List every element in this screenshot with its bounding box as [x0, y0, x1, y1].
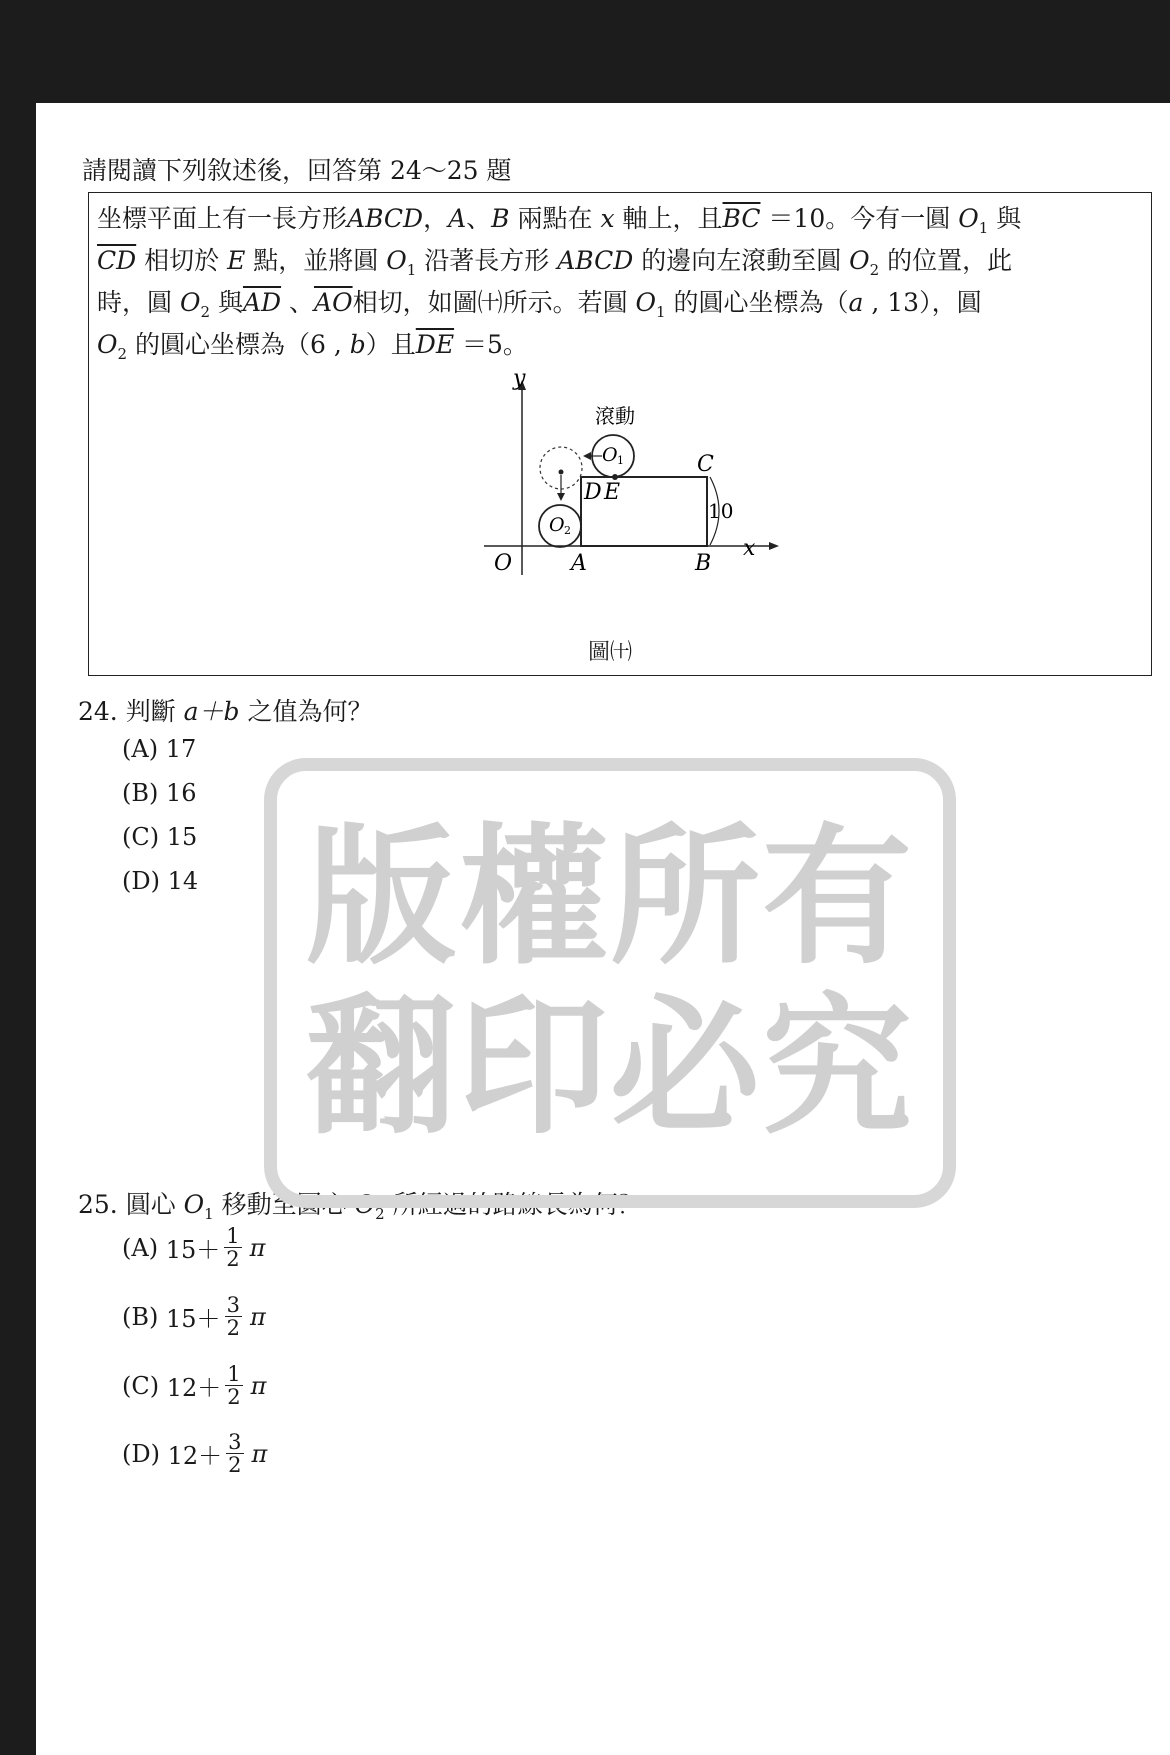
text: 移動至圓心: [213, 1190, 355, 1219]
roll-arrow-down-head: [557, 493, 565, 501]
exam-page: [36, 103, 1170, 1755]
passage-line-2: [97, 241, 1012, 279]
text: 軸上，且: [614, 204, 723, 233]
point-e-label: E: [604, 480, 621, 505]
text: 的邊向左滾動至圓: [633, 246, 850, 275]
q24-option-a[interactable]: (A) 17: [122, 735, 197, 763]
circle-o2: O: [97, 330, 118, 359]
passage-line-3: [97, 283, 982, 321]
option-label: (C): [122, 1371, 160, 1400]
x-axis-arrow: [769, 542, 779, 550]
segment-ad: $\overline{AD}$: [242, 288, 282, 317]
point-a: A: [448, 204, 467, 233]
q24-option-d[interactable]: (D) 14: [122, 867, 199, 895]
figure-caption: 圖㈩: [588, 640, 633, 665]
o1-label: O: [602, 444, 618, 466]
var-b: b: [349, 330, 366, 359]
text: 的圓心坐標為（6 ,: [127, 330, 350, 359]
x-var: x: [600, 204, 615, 233]
text: 時，圓: [97, 288, 180, 317]
point-b-label: B: [695, 551, 712, 576]
text: 與: [210, 288, 243, 317]
numerator: 1: [226, 1224, 240, 1248]
text: 沿著長方形: [416, 246, 558, 275]
segment-ao: $\overline{AO}$: [314, 288, 353, 317]
subscript: 1: [204, 1205, 214, 1223]
o1-subscript: 1: [617, 454, 624, 467]
q25-option-a[interactable]: [122, 1225, 265, 1270]
text: ＝5。: [454, 330, 528, 359]
text: 兩點在: [509, 204, 601, 233]
text: ）且: [365, 330, 416, 359]
option-label: (A): [122, 1233, 159, 1262]
subscript: 2: [375, 1205, 385, 1223]
circle-o2: O: [849, 246, 870, 275]
rect-name: ABCD: [347, 204, 424, 233]
o2-subscript: 2: [564, 524, 571, 537]
passage-line-4: [97, 325, 528, 363]
numerator: 3: [226, 1293, 240, 1317]
text: 相切於: [136, 246, 228, 275]
text: ＝10。今有一圓: [760, 204, 959, 233]
geometry-figure: [484, 363, 814, 603]
point-c-label: C: [697, 452, 714, 477]
denominator: 2: [226, 1247, 240, 1272]
subscript: 1: [656, 303, 666, 321]
point-e: E: [227, 246, 246, 275]
q24-option-b[interactable]: (B) 16: [122, 779, 197, 807]
q25-option-b[interactable]: [122, 1294, 266, 1339]
text: 24. 判斷: [78, 697, 184, 726]
option-label: (B): [122, 1302, 159, 1331]
numerator: 1: [227, 1362, 241, 1386]
center-o1: O: [183, 1190, 205, 1219]
option-whole: 15＋: [166, 1305, 221, 1334]
rolling-label: 滾動: [595, 404, 635, 428]
option-whole: 12＋: [167, 1442, 223, 1471]
var-a: a: [848, 288, 864, 317]
o2-label: O: [549, 514, 565, 536]
option-whole: 12＋: [166, 1374, 222, 1403]
pi-symbol: π: [250, 1371, 267, 1400]
subscript: 1: [978, 219, 989, 237]
fraction: [224, 1225, 241, 1270]
denominator: 2: [228, 1453, 242, 1478]
text: 之值為何？: [239, 697, 373, 726]
text: 、: [466, 204, 492, 233]
center-o2: O: [354, 1190, 376, 1219]
option-label: (D): [122, 1439, 160, 1468]
copyright-watermark: [264, 758, 956, 1208]
fraction: [226, 1431, 243, 1476]
circle-o1: O: [635, 288, 657, 317]
question-25: [78, 1185, 643, 1223]
point-d-label: D: [584, 480, 602, 505]
dashed-center-dot: [559, 470, 564, 475]
subscript: 1: [406, 261, 417, 279]
text: 坐標平面上有一長方形: [97, 204, 348, 233]
text: 相切，如圖㈩所示。若圓: [352, 288, 636, 317]
text: , 13），圓: [863, 288, 982, 317]
rect-name: ABCD: [557, 246, 634, 275]
question-24: [78, 692, 373, 728]
q25-option-d[interactable]: [122, 1431, 267, 1476]
text: 點，並將圓: [245, 246, 387, 275]
text: 與: [988, 204, 1022, 233]
expression: a＋b: [183, 697, 240, 726]
text: 所經過的路線長為何？: [384, 1190, 643, 1219]
text: 的圓心坐標為（: [665, 288, 849, 317]
circle-o1: O: [386, 246, 407, 275]
option-whole: 15＋: [165, 1236, 221, 1265]
point-a-label: A: [571, 551, 587, 576]
point-b: B: [491, 204, 510, 233]
denominator: 2: [227, 1385, 241, 1410]
origin-label: O: [494, 551, 513, 576]
roll-arrow-left-head: [583, 452, 591, 460]
passage-box: [88, 192, 1152, 676]
pi-symbol: π: [249, 1302, 266, 1331]
circle-o1: O: [958, 204, 979, 233]
subscript: 2: [117, 345, 128, 363]
fraction: [225, 1294, 242, 1339]
subscript: 2: [869, 261, 880, 279]
pi-symbol: π: [249, 1233, 266, 1262]
numerator: 3: [228, 1430, 242, 1454]
passage-line-1: [97, 199, 1021, 237]
intro-text: 請閱讀下列敘述後，回答第 24～25 題: [82, 156, 512, 185]
watermark-line-1: 版權所有: [305, 811, 914, 985]
fraction: [225, 1363, 242, 1408]
segment-de: $\overline{DE}$: [415, 330, 455, 359]
segment-cd: $\overline{CD}$: [97, 246, 137, 275]
x-label: x: [743, 536, 756, 561]
subscript: 2: [200, 303, 210, 321]
q24-option-c[interactable]: (C) 15: [122, 823, 198, 851]
text: ，: [423, 204, 449, 233]
denominator: 2: [226, 1316, 240, 1341]
text: 的位置，此: [879, 246, 1013, 275]
text: 、: [281, 288, 315, 317]
watermark-line-2: 翻印必究: [305, 981, 914, 1155]
y-label: y: [513, 366, 526, 391]
text: 25. 圓心: [78, 1190, 184, 1219]
circle-o2: O: [179, 288, 201, 317]
pi-symbol: π: [251, 1439, 268, 1468]
segment-bc: $\overline{BC}$: [722, 204, 761, 233]
length-10-label: 10: [708, 499, 734, 523]
q25-option-c[interactable]: [122, 1363, 266, 1408]
